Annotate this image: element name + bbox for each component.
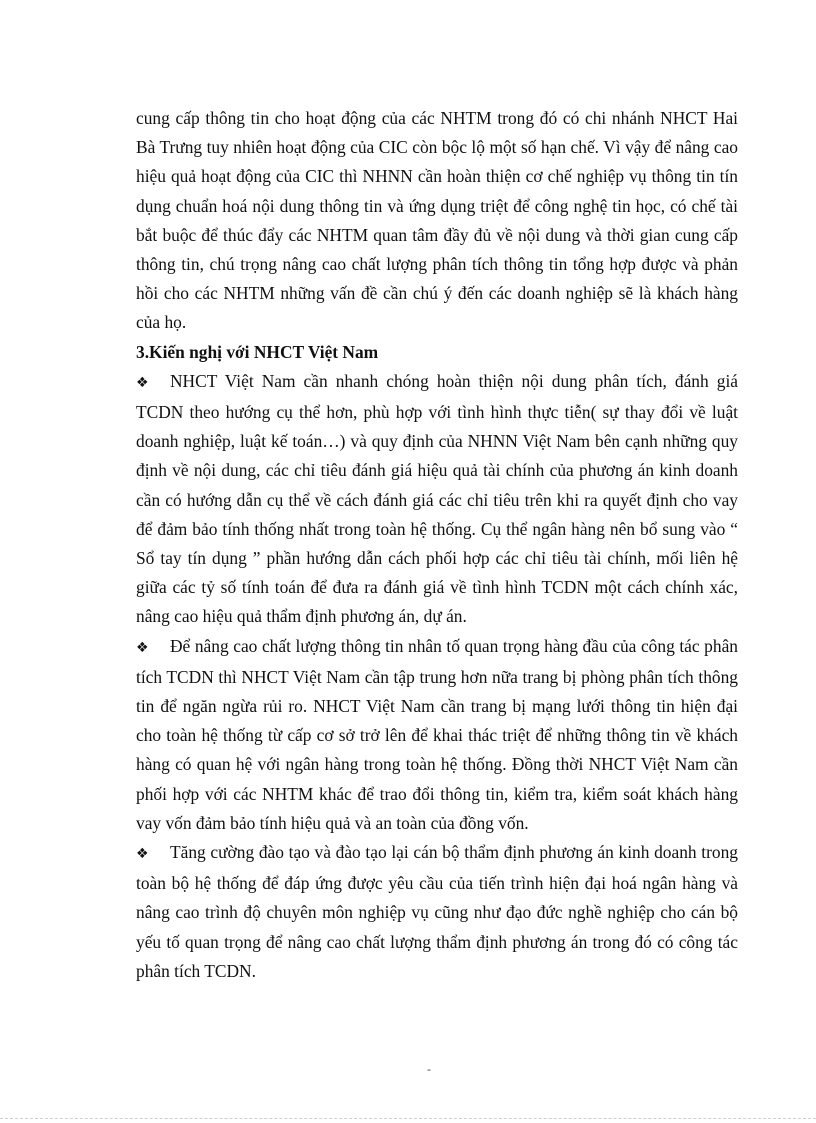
- bullet-text-1: NHCT Việt Nam cần nhanh chóng hoàn thiện nội dung phân tích, đánh giá TCDN theo hướng cụ thể hơn, phù hợp với tình hình thực tiễn( sự thay đổi về luật doanh nghiệp, luật kế toán…) và quy định của NHNN Việt Nam bên cạnh những quy định về nội dung, các chỉ tiêu đánh giá hiệu quả tài chính của phương án kinh doanh cần có hướng dẫn cụ thể về cách đánh giá các chỉ tiêu trên khi ra quyết định cho vay để đảm bảo tính thống nhất trong toàn hệ thống. Cụ thể ngân hàng nên bổ sung vào “ Sổ tay tín dụng ” phần hướng dẫn cách phối hợp các chỉ tiêu tài chính, mối liên hệ giữa các tỷ số tính toán để đưa ra đánh giá về tình hình TCDN một cách chính xác, nâng cao hiệu quả thẩm định phương án, dự án.: [136, 370, 738, 627]
- section-heading: 3.Kiến nghị với NHCT Việt Nam: [136, 341, 379, 362]
- bullet-item-1: [136, 367, 738, 632]
- bullet-text-2: Để nâng cao chất lượng thông tin nhân tố quan trọng hàng đầu của công tác phân tích TCDN thì NHCT Việt Nam cần tập trung hơn nữa trang bị phòng phân tích thông tin để ngăn ngừa rủi ro. NHCT Việt Nam cần trang bị mạng lưới thông tin hiện đại cho toàn hệ thống từ cấp cơ sở trở lên để khai thác triệt để những thông tin về khách hàng có quan hệ với ngân hàng trong toàn hệ thống. Đồng thời NHCT Việt Nam cần phối hợp với các NHTM khác để trao đổi thông tin, kiểm tra, kiểm soát khách hàng vay vốn đảm bảo tính hiệu quả và an toàn của đồng vốn.: [136, 635, 738, 833]
- intro-paragraph: cung cấp thông tin cho hoạt động của các NHTM trong đó có chi nhánh NHCT Hai Bà Trưng tuy nhiên hoạt động của CIC còn bộc lộ một số hạn chế. Vì vậy để nâng cao hiệu quả hoạt động của CIC thì NHNN cần hoàn thiện cơ chế nghiệp vụ thông tin tín dụng chuẩn hoá nội dung thông tin và ứng dụng triệt để công nghệ tin học, có chế tài bắt buộc để thúc đẩy các NHTM quan tâm đầy đủ về nội dung và thời gian cung cấp thông tin, chú trọng nâng cao chất lượng phân tích thông tin tổng hợp được và phản hồi cho các NHTM những vấn đề cần chú ý đến các doanh nghiệp sẽ là khách hàng của họ.: [136, 108, 738, 333]
- diamond-bullet-icon: ❖: [136, 846, 149, 863]
- bullet-item-2: [136, 632, 738, 838]
- bullet-item-3: [136, 838, 738, 986]
- diamond-bullet-icon: ❖: [136, 639, 149, 656]
- diamond-bullet-icon: ❖: [136, 374, 149, 391]
- page-number: -: [427, 1062, 431, 1076]
- document-page: [136, 104, 738, 986]
- bullet-text-3: Tăng cường đào tạo và đào tạo lại cán bộ thẩm định phương án kinh doanh trong toàn bộ hệ thống để đáp ứng được yêu cầu của tiến trình hiện đại hoá ngân hàng và nâng cao trình độ chuyên môn nghiệp vụ cũng như đạo đức nghề nghiệp cho cán bộ yếu tố quan trọng để nâng cao chất lượng thẩm định phương án trong đó có công tác phân tích TCDN.: [136, 842, 738, 981]
- page-bottom-divider: [0, 1118, 816, 1119]
